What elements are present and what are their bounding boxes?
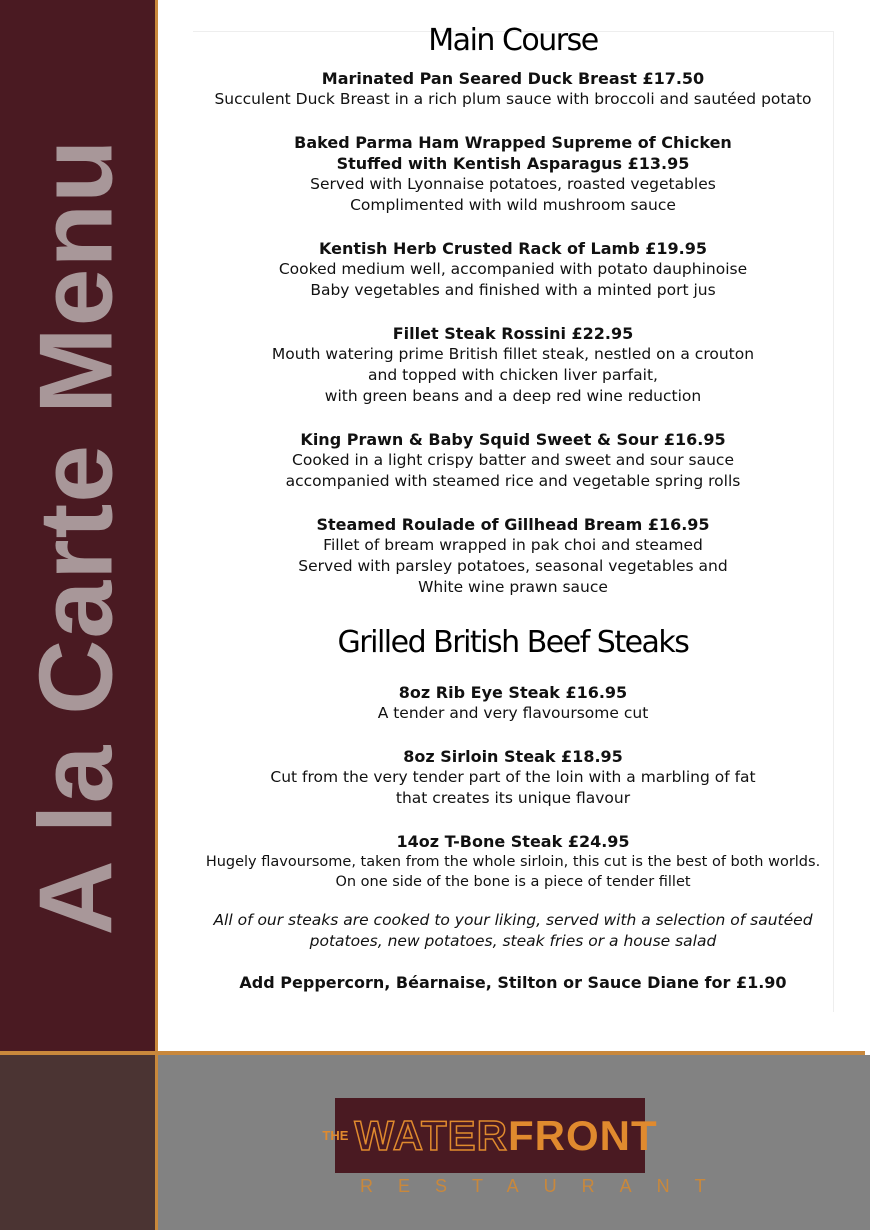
menu-item-bream bbox=[193, 514, 833, 598]
item-desc: Baby vegetables and finished with a minted port jus bbox=[310, 281, 716, 299]
item-desc: Served with Lyonnaise potatoes, roasted vegetables bbox=[310, 175, 716, 193]
section-title-main-course: Main Course bbox=[428, 23, 598, 58]
item-desc: Cooked in a light crispy batter and sweet and sour sauce bbox=[292, 451, 734, 469]
sauce-addon-note: Add Peppercorn, Béarnaise, Stilton or Sauce Diane for £1.90 bbox=[239, 973, 787, 992]
item-desc: Fillet of bream wrapped in pak choi and steamed bbox=[323, 536, 703, 554]
item-desc: Complimented with wild mushroom sauce bbox=[350, 196, 676, 214]
waterfront-logo bbox=[322, 1098, 658, 1173]
item-name: 14oz T-Bone Steak £24.95 bbox=[396, 832, 630, 851]
item-desc: Mouth watering prime British fillet steak, nestled on a crouton bbox=[271, 345, 755, 363]
item-name: King Prawn & Baby Squid Sweet & Sour £16.95 bbox=[300, 430, 726, 449]
item-name: Steamed Roulade of Gillhead Bream £16.95 bbox=[316, 515, 710, 534]
section-title-beef-steaks: Grilled British Beef Steaks bbox=[337, 625, 689, 660]
logo-front-text: FRONT bbox=[507, 1111, 658, 1159]
steaks-note: potatoes, new potatoes, steak fries or a house salad bbox=[309, 932, 717, 950]
menu-item-chicken bbox=[193, 132, 833, 216]
menu-item-prawn bbox=[193, 429, 833, 492]
item-desc: On one side of the bone is a piece of tender fillet bbox=[335, 874, 691, 890]
item-desc: Hugely flavoursome, taken from the whole sirloin, this cut is the best of both worlds. bbox=[205, 854, 821, 870]
logo-the-text: THE bbox=[322, 1128, 349, 1143]
item-name-line2: Stuffed with Kentish Asparagus £13.95 bbox=[336, 154, 690, 173]
item-name: 8oz Rib Eye Steak £16.95 bbox=[398, 683, 628, 702]
item-name: Kentish Herb Crusted Rack of Lamb £19.95 bbox=[319, 239, 707, 258]
item-desc: Succulent Duck Breast in a rich plum sauce with broccoli and sautéed potato bbox=[214, 90, 812, 108]
sidebar-divider bbox=[155, 0, 158, 1230]
steaks-note: All of our steaks are cooked to your liking, served with a selection of sautéed bbox=[213, 911, 813, 929]
item-desc: with green beans and a deep red wine reduction bbox=[324, 387, 702, 405]
item-desc: Cut from the very tender part of the loin with a marbling of fat bbox=[270, 768, 756, 786]
menu-item-duck bbox=[193, 68, 833, 110]
menu-item-lamb bbox=[193, 238, 833, 301]
logo-restaurant-text: RESTAURANT bbox=[360, 1176, 731, 1196]
item-name: Marinated Pan Seared Duck Breast £17.50 bbox=[321, 69, 705, 88]
item-desc: White wine prawn sauce bbox=[418, 578, 608, 596]
item-desc: accompanied with steamed rice and vegetable spring rolls bbox=[285, 472, 741, 490]
item-name: Fillet Steak Rossini £22.95 bbox=[392, 324, 634, 343]
item-name: Baked Parma Ham Wrapped Supreme of Chicken bbox=[294, 133, 732, 152]
footer-corner-block bbox=[0, 1055, 155, 1230]
menu-item-t-bone bbox=[193, 831, 833, 892]
item-desc: Cooked medium well, accompanied with potato dauphinoise bbox=[278, 260, 748, 278]
item-name: 8oz Sirloin Steak £18.95 bbox=[403, 747, 623, 766]
menu-item-rib-eye bbox=[193, 682, 833, 724]
menu-item-rossini bbox=[193, 323, 833, 407]
item-desc: and topped with chicken liver parfait, bbox=[368, 366, 658, 384]
footer-divider bbox=[0, 1051, 865, 1055]
logo-water-text: WATER bbox=[354, 1111, 508, 1159]
sidebar-panel bbox=[0, 0, 155, 1052]
item-desc: Served with parsley potatoes, seasonal vegetables and bbox=[298, 557, 728, 575]
item-desc: A tender and very flavoursome cut bbox=[377, 704, 649, 722]
menu-item-sirloin bbox=[193, 746, 833, 809]
menu-content bbox=[193, 23, 834, 1012]
item-desc: that creates its unique flavour bbox=[395, 789, 631, 807]
menu-title-vertical: A la Carte Menu bbox=[18, 138, 135, 936]
